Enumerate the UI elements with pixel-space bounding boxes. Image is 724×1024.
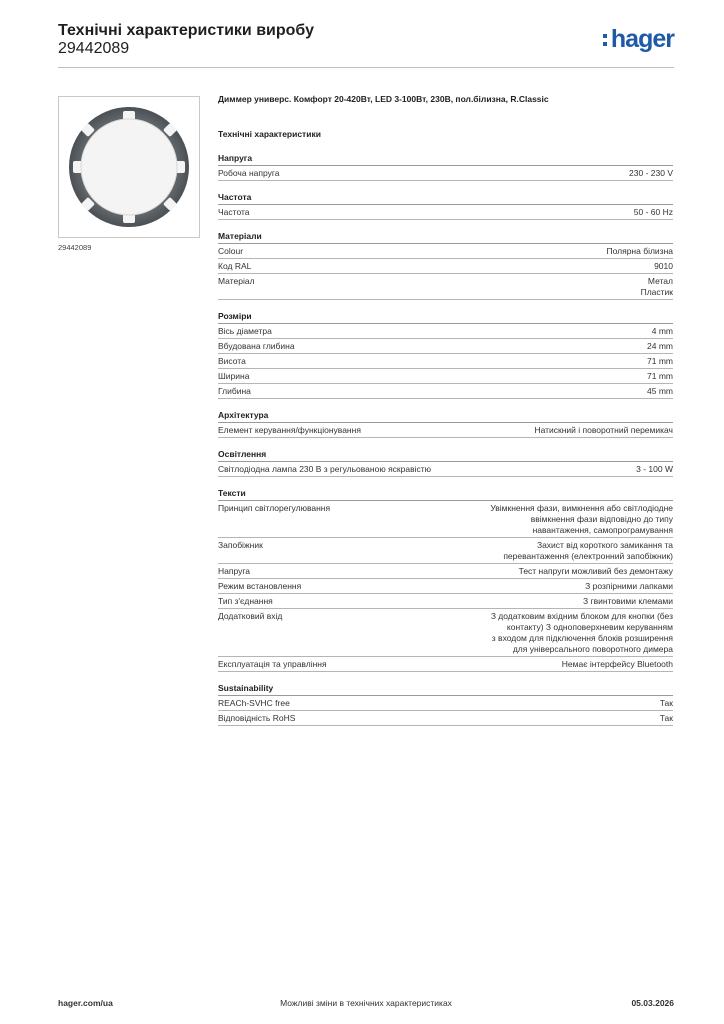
page-header bbox=[58, 20, 674, 68]
spec-row bbox=[218, 244, 673, 259]
spec-row bbox=[218, 696, 673, 711]
spec-label: Вбудована глибина bbox=[218, 341, 295, 351]
spec-value: Метал Пластик bbox=[640, 276, 673, 297]
spec-value: 50 - 60 Hz bbox=[633, 207, 673, 217]
dimmer-frame-image bbox=[58, 96, 200, 238]
spec-label: REACh-SVHC free bbox=[218, 698, 290, 708]
spec-row bbox=[218, 538, 673, 564]
spec-row bbox=[218, 564, 673, 579]
spec-label: Colour bbox=[218, 246, 244, 256]
spec-value: Тест напруги можливий без демонтажу bbox=[518, 566, 673, 576]
logo-text: hager bbox=[610, 25, 674, 53]
spec-value: Натискний і поворотний перемикач bbox=[534, 425, 673, 435]
spec-value: 230 - 230 V bbox=[629, 168, 673, 178]
product-description: Диммер универс. Комфорт 20-420Вт, LED 3-100Вт, 230В, пол.білизна, R.Classic bbox=[218, 94, 549, 104]
spec-section bbox=[218, 448, 673, 477]
spec-value: Немає інтерфейсу Bluetooth bbox=[561, 659, 673, 669]
spec-label: Вісь діаметра bbox=[218, 326, 272, 336]
spec-value: 71 mm bbox=[647, 356, 673, 366]
spec-row bbox=[218, 259, 673, 274]
spec-label: Принцип світлорегулювання bbox=[218, 503, 331, 513]
spec-label: Додатковий вхід bbox=[218, 611, 283, 621]
spec-label: Запобіжник bbox=[218, 540, 263, 550]
header-divider bbox=[58, 67, 674, 68]
spec-label: Світлодіодна лампа 230 В з регульованою яскравістю bbox=[218, 464, 432, 474]
spec-label: Експлуатація та управління bbox=[218, 659, 327, 669]
spec-value: Увімкнення фази, вимкнення або світлодіодне ввімкнення фази відповідно до типу навантаження, самопрограмування bbox=[490, 503, 673, 535]
spec-row bbox=[218, 274, 673, 300]
section-title: Sustainability bbox=[218, 682, 673, 696]
spec-section bbox=[218, 191, 673, 220]
spec-label: Елемент керування/функціонування bbox=[218, 425, 361, 435]
spec-section bbox=[218, 682, 673, 726]
image-caption: 29442089 bbox=[58, 243, 92, 252]
logo-mark-icon bbox=[603, 34, 608, 48]
hager-logo bbox=[611, 25, 674, 53]
spec-value: Захист від короткого замикання та перевантаження (електронний запобіжник) bbox=[503, 540, 673, 561]
spec-label: Висота bbox=[218, 356, 246, 366]
footer-date: 05.03.2026 bbox=[631, 998, 674, 1008]
spec-label: Матеріал bbox=[218, 276, 255, 286]
spec-value: 24 mm bbox=[647, 341, 673, 351]
spec-section bbox=[218, 310, 673, 399]
spec-row bbox=[218, 462, 673, 477]
spec-row bbox=[218, 205, 673, 220]
spec-label: Глибина bbox=[218, 386, 251, 396]
footer-note: Можливі зміни в технічних характеристиках bbox=[280, 998, 452, 1008]
spec-value: 45 mm bbox=[647, 386, 673, 396]
spec-row bbox=[218, 354, 673, 369]
spec-row bbox=[218, 324, 673, 339]
spec-section bbox=[218, 487, 673, 672]
spec-label: Код RAL bbox=[218, 261, 252, 271]
product-photo-icon bbox=[59, 97, 199, 237]
spec-label: Режим встановлення bbox=[218, 581, 302, 591]
spec-value: 9010 bbox=[654, 261, 673, 271]
spec-value: Полярна білизна bbox=[606, 246, 673, 256]
spec-value: З розпірними лапками bbox=[585, 581, 673, 591]
spec-section bbox=[218, 409, 673, 438]
spec-row bbox=[218, 579, 673, 594]
spec-sections bbox=[218, 152, 673, 726]
section-title: Розміри bbox=[218, 310, 673, 324]
spec-row bbox=[218, 594, 673, 609]
section-title: Частота bbox=[218, 191, 673, 205]
spec-value: З гвинтовими клемами bbox=[583, 596, 673, 606]
spec-section bbox=[218, 152, 673, 181]
section-title: Тексти bbox=[218, 487, 673, 501]
spec-row bbox=[218, 384, 673, 399]
spec-value: 3 - 100 W bbox=[636, 464, 673, 474]
spec-label: Частота bbox=[218, 207, 250, 217]
spec-label: Робоча напруга bbox=[218, 168, 280, 178]
spec-row bbox=[218, 711, 673, 726]
spec-row bbox=[218, 369, 673, 384]
footer-website-link[interactable]: hager.com/ua bbox=[58, 998, 113, 1008]
section-title: Архітектура bbox=[218, 409, 673, 423]
spec-row bbox=[218, 657, 673, 672]
spec-label: Напруга bbox=[218, 566, 250, 576]
spec-label: Відповідність RoHS bbox=[218, 713, 296, 723]
section-title: Освітлення bbox=[218, 448, 673, 462]
spec-value: 4 mm bbox=[651, 326, 673, 336]
specs-heading: Технічні характеристики bbox=[218, 129, 321, 139]
spec-section bbox=[218, 230, 673, 300]
spec-row bbox=[218, 339, 673, 354]
spec-row bbox=[218, 609, 673, 657]
page-title: Технічні характеристики виробу bbox=[58, 22, 314, 39]
spec-value: З додатковим вхідним блоком для кнопки (без контакту) З одноповерхневим керуванням з входом для підключення блоків розширення для універсального поворотного димера bbox=[490, 611, 673, 654]
spec-value: 71 mm bbox=[647, 371, 673, 381]
spec-row bbox=[218, 166, 673, 181]
spec-label: Ширина bbox=[218, 371, 250, 381]
spec-content bbox=[218, 92, 673, 736]
section-title: Матеріали bbox=[218, 230, 673, 244]
section-title: Напруга bbox=[218, 152, 673, 166]
spec-value: Так bbox=[659, 698, 673, 708]
spec-value: Так bbox=[659, 713, 673, 723]
spec-row bbox=[218, 501, 673, 538]
article-number: 29442089 bbox=[58, 40, 130, 57]
spec-label: Тип з'єднання bbox=[218, 596, 273, 606]
spec-row bbox=[218, 423, 673, 438]
